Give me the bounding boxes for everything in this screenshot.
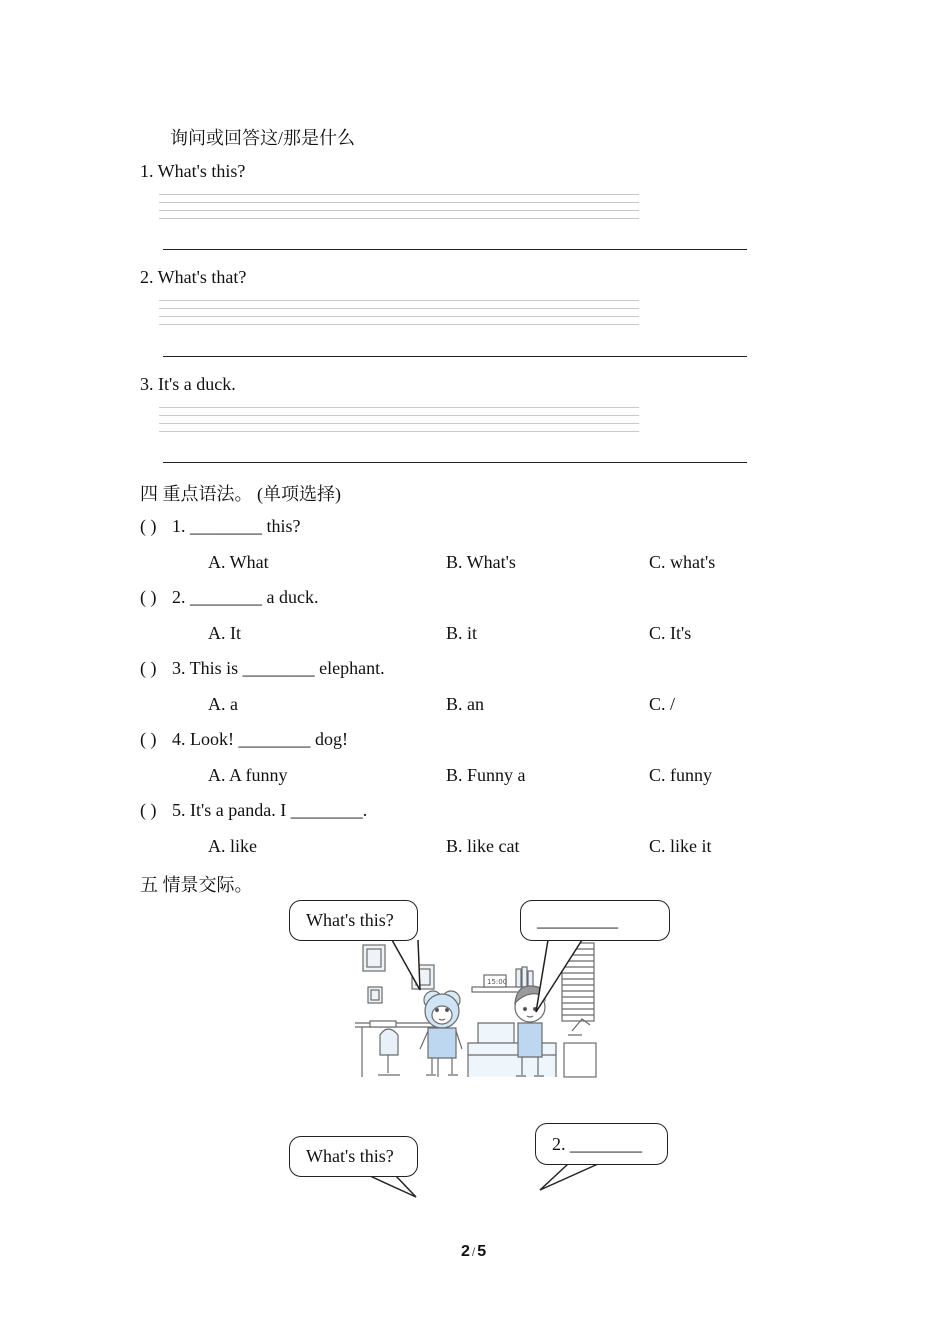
question-3-text: 3. It's a duck. bbox=[140, 374, 236, 394]
mc-3-option-b[interactable]: B. an bbox=[446, 694, 484, 714]
mc-2-stem: 2. ________ a duck. bbox=[172, 587, 319, 607]
speech-bubble-2-blank[interactable]: _________ bbox=[537, 910, 618, 930]
mc-4-option-c[interactable]: C. funny bbox=[649, 765, 712, 785]
mc-1-option-a[interactable]: A. What bbox=[208, 552, 269, 572]
mc-5-bracket[interactable]: ( ) bbox=[140, 800, 157, 820]
mc-1-stem: 1. ________ this? bbox=[172, 516, 301, 536]
question-2-text: 2. What's that? bbox=[140, 267, 247, 287]
speech-bubble-4[interactable] bbox=[535, 1123, 668, 1165]
mc-3-option-c[interactable]: C. / bbox=[649, 694, 676, 714]
mc-5-option-c[interactable]: C. like it bbox=[649, 836, 712, 856]
page-number bbox=[461, 1243, 486, 1261]
mc-1-option-c[interactable]: C. what's bbox=[649, 552, 716, 572]
question-1-text: 1. What's this? bbox=[140, 161, 246, 181]
mc-3-bracket[interactable]: ( ) bbox=[140, 658, 157, 678]
speech-bubble-3-text: What's this? bbox=[306, 1146, 394, 1166]
mc-4-option-a[interactable]: A. A funny bbox=[208, 765, 288, 785]
mc-4-stem: 4. Look! ________ dog! bbox=[172, 729, 348, 749]
mc-3-option-a[interactable]: A. a bbox=[208, 694, 238, 714]
mc-5-option-a[interactable]: A. like bbox=[208, 836, 257, 856]
mc-1-option-b[interactable]: B. What's bbox=[446, 552, 516, 572]
mc-2-option-c[interactable]: C. It's bbox=[649, 623, 692, 643]
bubble-2-tail-icon bbox=[536, 940, 582, 1012]
mc-5-option-b[interactable]: B. like cat bbox=[446, 836, 520, 856]
page-total: 5 bbox=[477, 1243, 487, 1260]
speech-bubble-1 bbox=[289, 900, 418, 941]
mc-2-option-b[interactable]: B. it bbox=[446, 623, 478, 643]
mc-4-option-b[interactable]: B. Funny a bbox=[446, 765, 526, 785]
bubble-1-tail-icon bbox=[392, 940, 420, 990]
mc-2-option-a[interactable]: A. It bbox=[208, 623, 241, 643]
mc-4-bracket[interactable]: ( ) bbox=[140, 729, 157, 749]
mc-3-stem: 3. This is ________ elephant. bbox=[172, 658, 385, 678]
section5-heading: 五 情景交际。 bbox=[140, 875, 253, 895]
speech-bubble-2[interactable] bbox=[520, 900, 670, 941]
section4-heading: 四 重点语法。 (单项选择) bbox=[140, 484, 341, 504]
bubble-3-tail-icon bbox=[370, 1176, 416, 1197]
page-separator: / bbox=[471, 1245, 476, 1259]
page-current: 2 bbox=[461, 1243, 470, 1260]
mc-5-stem: 5. It's a panda. I ________. bbox=[172, 800, 368, 820]
speech-bubble-3 bbox=[289, 1136, 418, 1177]
speech-bubble-4-text[interactable]: 2. ________ bbox=[552, 1133, 642, 1154]
clock-text: 15:00 bbox=[487, 978, 508, 986]
bubble-4-tail-icon bbox=[540, 1164, 598, 1190]
mc-1-bracket[interactable]: ( ) bbox=[140, 516, 157, 536]
speech-bubble-1-text: What's this? bbox=[306, 910, 394, 930]
mc-2-bracket[interactable]: ( ) bbox=[140, 587, 157, 607]
section3-instruction: 询问或回答这/那是什么 bbox=[170, 128, 355, 148]
